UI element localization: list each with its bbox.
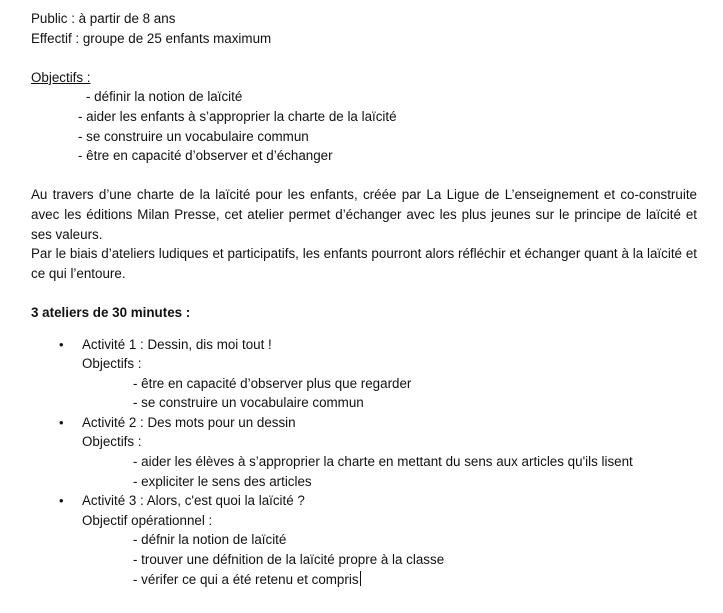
activity-title: Activité 3 : Alors, c'est quoi la laïcité ? xyxy=(82,493,305,509)
description-paragraph-2: Par le biais d’ateliers ludiques et participatifs, les enfants pourront alors réfléchir et échanger quant à la laïcité et ce qui l’entoure. xyxy=(31,246,697,281)
bullet-icon: • xyxy=(59,336,64,352)
spacer xyxy=(31,48,697,68)
activity-title: Activité 1 : Dessin, dis moi tout ! xyxy=(82,336,272,352)
effectif-line: Effectif : groupe de 25 enfants maximum xyxy=(31,30,272,46)
activity-objective: - se construire un vocabulaire commun xyxy=(133,395,364,411)
description-paragraph-1: Au travers d’une charte de la laïcité pour les enfants, créée par La Ligue de L’enseignement et co-construite avec les éditions Milan Presse, cet atelier permet d’échanger avec les plus jeunes sur le principe de laïcité et ses valeurs. xyxy=(31,187,697,242)
spacer xyxy=(31,323,697,335)
activity-objective: - trouver une défnition de la laïcité propre à la classe xyxy=(133,552,445,568)
activities-list xyxy=(31,335,697,590)
objectif-item: - se construire un vocabulaire commun xyxy=(78,128,309,144)
activity-item xyxy=(31,335,697,413)
activity-objective: - défnir la notion de laïcité xyxy=(133,532,287,548)
activity-title: Activité 2 : Des mots pour un dessin xyxy=(82,414,296,430)
document-page xyxy=(31,9,697,589)
activity-objective: - aider les élèves à s’approprier la charte en mettant du sens aux articles qu'ils lisent xyxy=(133,454,633,470)
spacer xyxy=(31,166,697,186)
ateliers-title: 3 ateliers de 30 minutes : xyxy=(31,304,191,320)
text-cursor xyxy=(360,571,361,586)
activity-objectives-label: Objectifs : xyxy=(82,434,142,450)
activity-objective: - expliciter le sens des articles xyxy=(133,473,312,489)
bullet-icon: • xyxy=(59,414,64,430)
objectif-item: - être en capacité d’observer et d’échanger xyxy=(78,148,333,164)
activity-objectives xyxy=(82,452,697,491)
activity-objectives-label: Objectifs : xyxy=(82,356,142,372)
activity-objectives xyxy=(82,374,697,413)
activity-objective: - être en capacité d’observer plus que regarder xyxy=(133,375,412,391)
objectifs-title: Objectifs : xyxy=(31,69,91,85)
activity-objectives xyxy=(82,530,697,589)
spacer xyxy=(31,283,697,303)
bullet-icon: • xyxy=(59,493,64,509)
activity-objectives-label: Objectif opérationnel : xyxy=(82,512,213,528)
objectifs-list xyxy=(31,87,697,165)
objectif-item: - définir la notion de laïcité xyxy=(86,89,243,105)
activity-item xyxy=(31,491,697,589)
activity-item xyxy=(31,413,697,491)
activity-objective-last[interactable] xyxy=(133,570,697,590)
public-line: Public : à partir de 8 ans xyxy=(31,11,176,26)
activity-objective-text: - vérifer ce qui a été retenu et compris xyxy=(133,571,359,587)
objectif-item: - aider les enfants à s’approprier la charte de la laïcité xyxy=(78,108,397,124)
